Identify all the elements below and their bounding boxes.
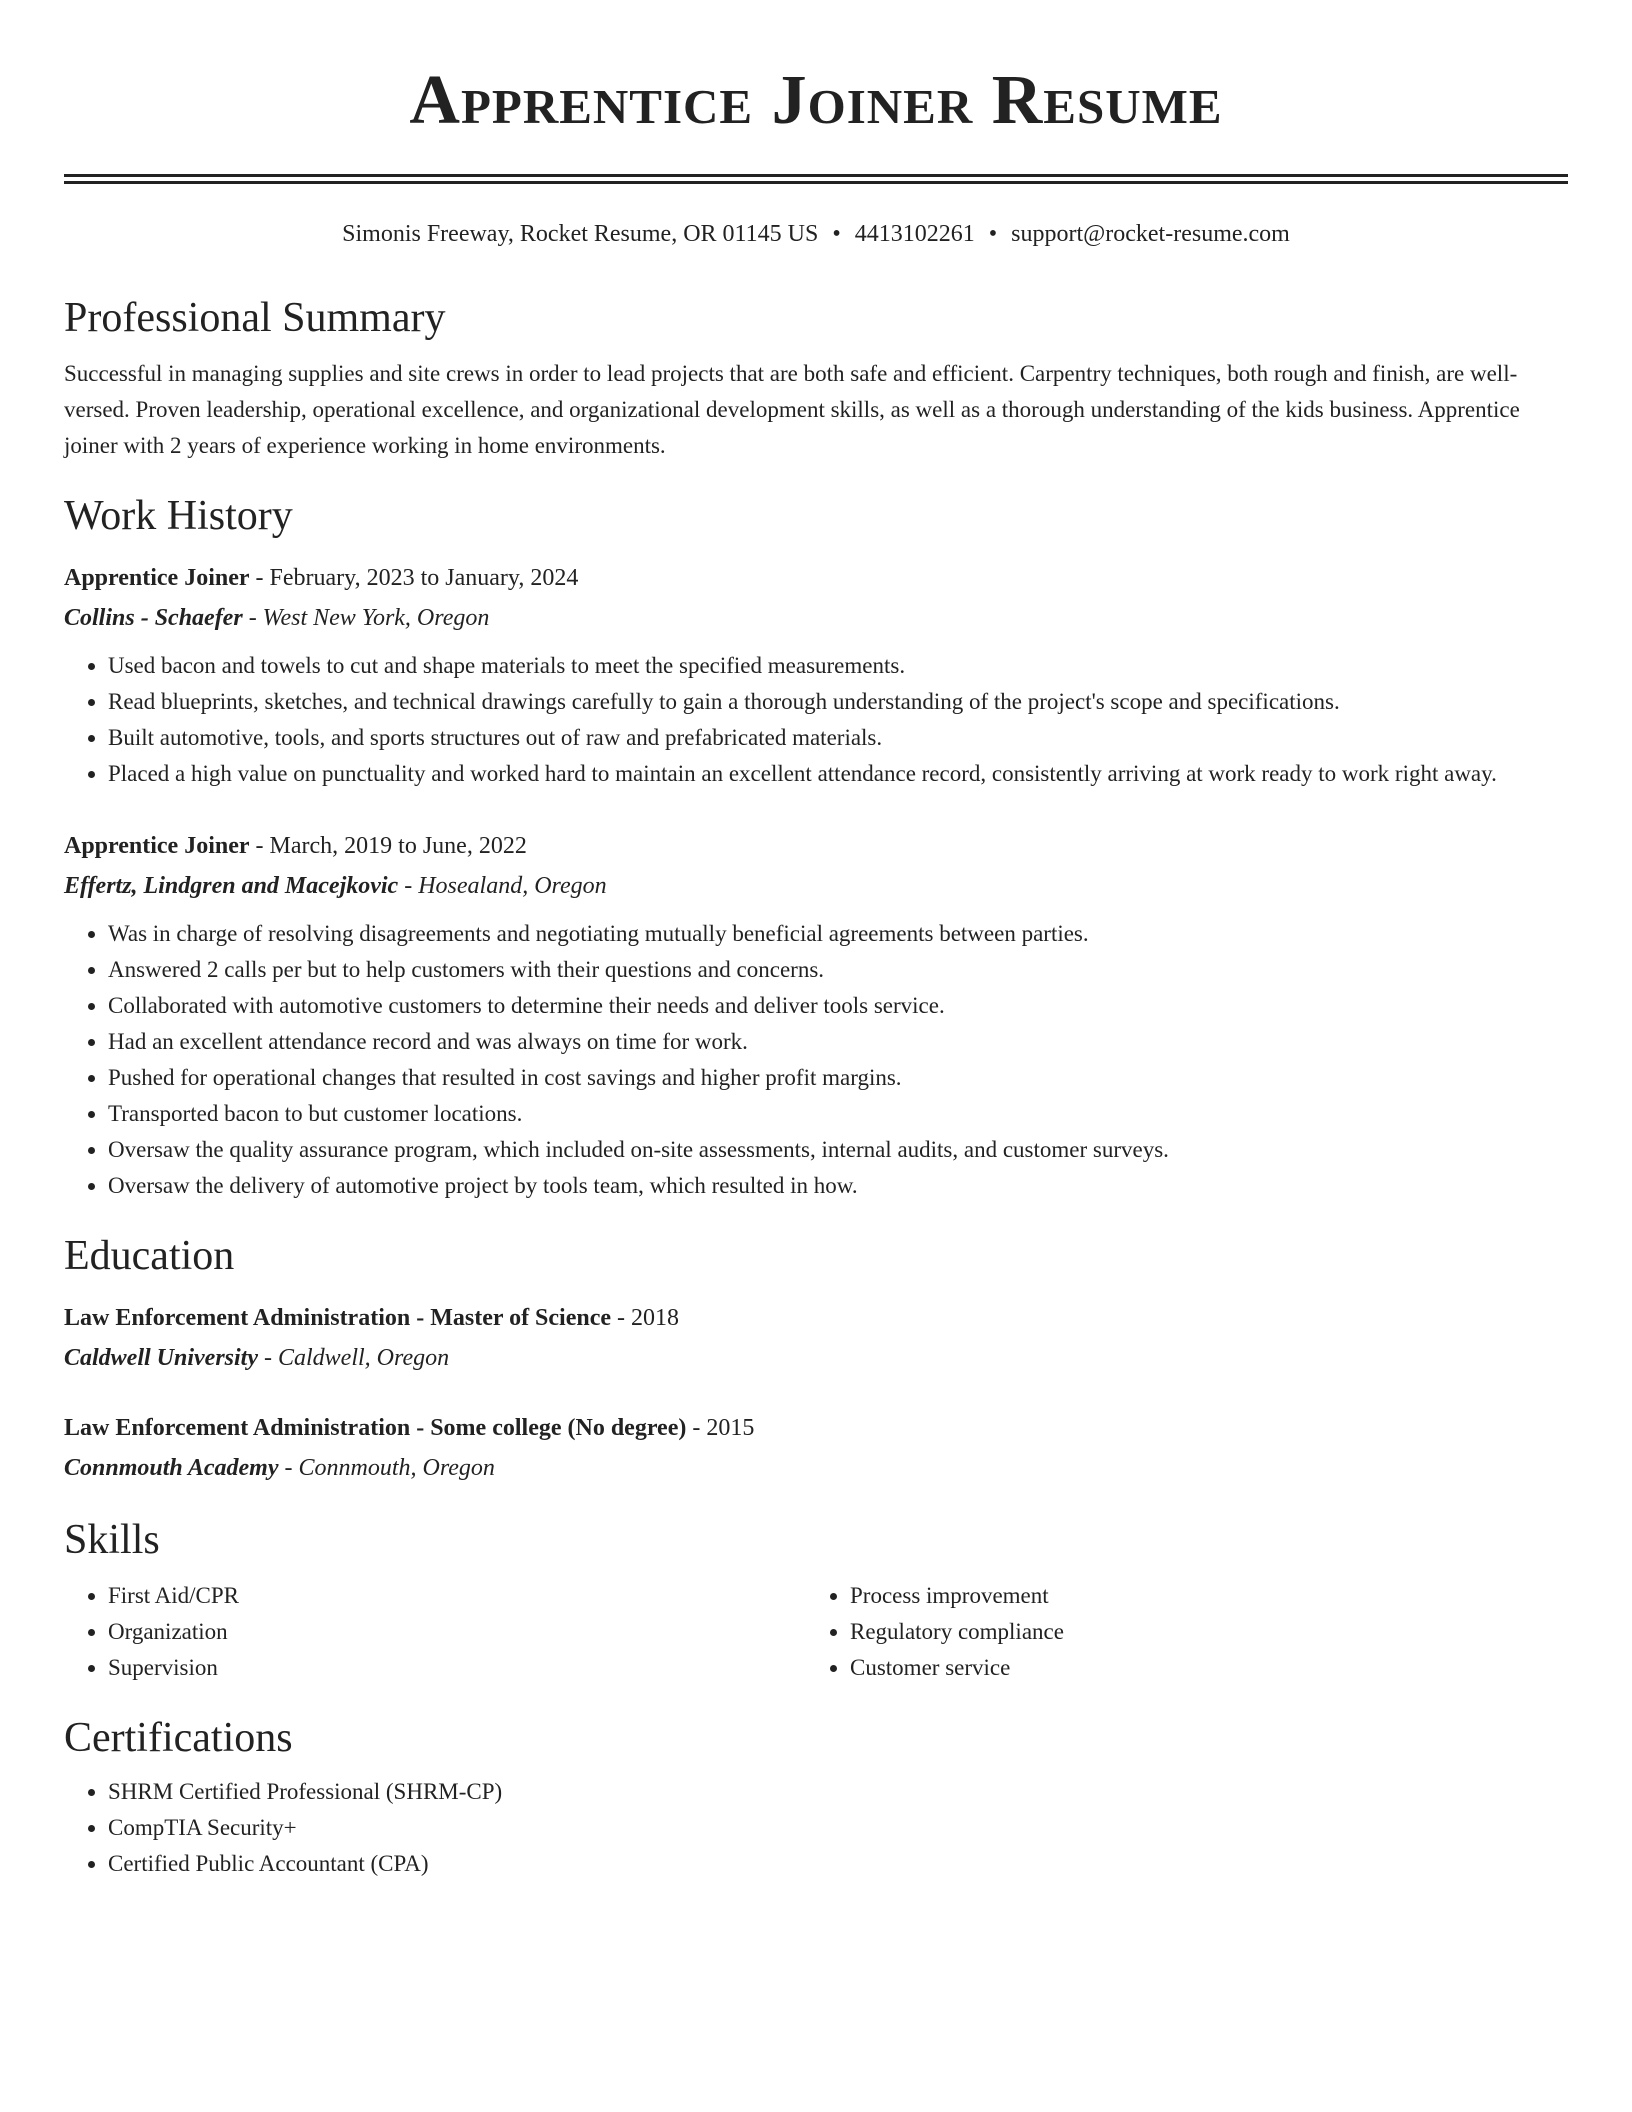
education-school: Connmouth Academy — [64, 1455, 279, 1481]
summary-heading: Professional Summary — [64, 295, 446, 341]
resume-title: Apprentice Joiner Resume — [409, 62, 1223, 139]
education-degree-line — [64, 1298, 1568, 1338]
job-duty: • Built automotive, tools, and sports structures out of raw and prefabricated materials. — [108, 720, 1568, 756]
skills-heading: Skills — [64, 1517, 160, 1563]
skills-list-left — [64, 1578, 806, 1686]
job-entry — [64, 558, 1568, 792]
job-duty: • Transported bacon to but customer locations. — [108, 1096, 1568, 1132]
job-duties-list — [64, 916, 1568, 1204]
job-company-line — [64, 866, 1568, 906]
job-company: Collins - Schaefer — [64, 605, 243, 631]
job-duty: • Oversaw the delivery of automotive project by tools team, which resulted in how. — [108, 1168, 1568, 1204]
job-company: Effertz, Lindgren and Macejkovic — [64, 873, 399, 899]
skill-item: • Organization — [108, 1614, 806, 1650]
certifications-heading: Certifications — [64, 1715, 293, 1761]
certification-item: • SHRM Certified Professional (SHRM-CP) — [108, 1774, 1568, 1810]
education-degree: Law Enforcement Administration - Master of Science — [64, 1305, 612, 1331]
job-company-line — [64, 598, 1568, 638]
education-school-line — [64, 1448, 1568, 1488]
job-duty: • Read blueprints, sketches, and technical drawings carefully to gain a thorough understanding of the project's scope and specifications. — [108, 684, 1568, 720]
skills-section — [64, 1514, 1568, 1686]
summary-section — [64, 292, 1568, 464]
job-dates: - March, 2019 to June, 2022 — [249, 833, 527, 859]
skills-list-right — [806, 1578, 1548, 1686]
job-duty: • Had an excellent attendance record and was always on time for work. — [108, 1024, 1568, 1060]
contact-email: support@rocket-resume.com — [1011, 221, 1290, 247]
skill-item: • Customer service — [850, 1650, 1548, 1686]
header-double-rule — [64, 174, 1568, 184]
contact-address: Simonis Freeway, Rocket Resume, OR 01145 US — [342, 221, 819, 247]
summary-text: Successful in managing supplies and site crews in order to lead projects that are both safe and efficient. Carpentry techniques, both rough and finish, are well-versed. Proven leadership, operational excellence, and organizational development skills, as well as a thorough understanding of the kids business. Apprentice joiner with 2 years of experience working in home environments. — [64, 361, 1520, 458]
job-duties-list — [64, 648, 1568, 792]
work-history-heading: Work History — [64, 493, 293, 539]
skill-item: • Supervision — [108, 1650, 806, 1686]
education-degree: Law Enforcement Administration - Some college (No degree) — [64, 1415, 687, 1441]
education-entry — [64, 1408, 1568, 1488]
job-duty: • Was in charge of resolving disagreements and negotiating mutually beneficial agreements between parties. — [108, 916, 1568, 952]
certifications-list — [64, 1774, 1568, 1882]
job-location: - Hosealand, Oregon — [398, 873, 607, 899]
job-dates: - February, 2023 to January, 2024 — [249, 565, 579, 591]
certification-item: • Certified Public Accountant (CPA) — [108, 1846, 1568, 1882]
job-duty: • Oversaw the quality assurance program, which included on-site assessments, internal audits, and customer surveys. — [108, 1132, 1568, 1168]
contact-line — [64, 218, 1568, 250]
job-title: Apprentice Joiner — [64, 833, 250, 859]
certifications-section — [64, 1712, 1568, 1882]
job-duty: • Used bacon and towels to cut and shape materials to meet the specified measurements. — [108, 648, 1568, 684]
job-title-line — [64, 826, 1568, 866]
job-duty: • Placed a high value on punctuality and worked hard to maintain an excellent attendance record, consistently arriving at work ready to work right away. — [108, 756, 1568, 792]
education-location: - Connmouth, Oregon — [278, 1455, 495, 1481]
job-duty: • Pushed for operational changes that resulted in cost savings and higher profit margins. — [108, 1060, 1568, 1096]
job-duty: • Answered 2 calls per but to help customers with their questions and concerns. — [108, 952, 1568, 988]
education-section — [64, 1230, 1568, 1488]
certification-item: • CompTIA Security+ — [108, 1810, 1568, 1846]
contact-phone: 4413102261 — [854, 221, 975, 247]
skills-grid — [64, 1578, 1568, 1686]
job-location: - West New York, Oregon — [242, 605, 490, 631]
job-entry — [64, 826, 1568, 1204]
education-year: - 2015 — [686, 1415, 755, 1441]
education-entry — [64, 1298, 1568, 1378]
contact-separator: • — [988, 221, 998, 247]
education-school: Caldwell University — [64, 1345, 258, 1371]
skill-item: • Regulatory compliance — [850, 1614, 1548, 1650]
work-history-section — [64, 490, 1568, 1204]
education-year: - 2018 — [611, 1305, 680, 1331]
skill-item: • First Aid/CPR — [108, 1578, 806, 1614]
education-degree-line — [64, 1408, 1568, 1448]
education-school-line — [64, 1338, 1568, 1378]
education-location: - Caldwell, Oregon — [258, 1345, 450, 1371]
skill-item: • Process improvement — [850, 1578, 1548, 1614]
education-heading: Education — [64, 1233, 235, 1279]
job-title-line — [64, 558, 1568, 598]
job-title: Apprentice Joiner — [64, 565, 250, 591]
contact-separator: • — [832, 221, 841, 247]
job-duty: • Collaborated with automotive customers to determine their needs and deliver tools service. — [108, 988, 1568, 1024]
